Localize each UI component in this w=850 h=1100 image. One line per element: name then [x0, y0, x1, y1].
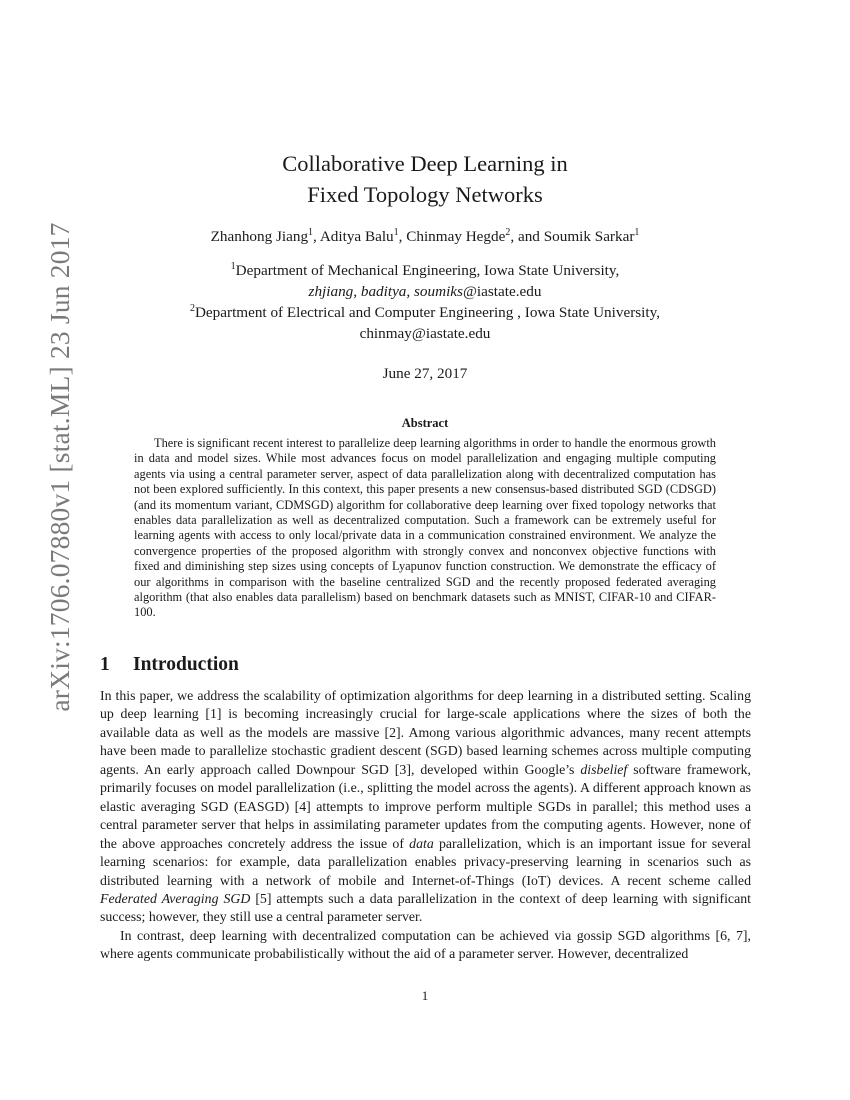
email-domain: @iastate.edu — [462, 283, 542, 300]
section-title: Introduction — [133, 654, 239, 675]
page-number: 1 — [421, 988, 429, 1003]
author-separator: , — [398, 228, 407, 245]
affiliation-1 — [100, 260, 750, 281]
abstract-text: There is significant recent interest to parallelize deep learning algorithms in order to handle the enormous growth in data and model sizes. While most advances focus on model parallelization and engaging multiple computing agents via using a central parameter server, aspect of data parallelization along with decentralized computation has not been explored sufficiently. In this context, this paper presents a new consensus-based distributed SGD (CDSGD) (and its momentum variant, CDMSGD) algorithm for collaborative deep learning over fixed topology networks that enables data parallelization as well as decentralized computation. Such a framework can be extremely useful for learning agents with access to only local/private data in a communication constrained environment. We analyze the convergence properties of the proposed algorithm with strongly convex and nonconvex objective functions with fixed and diminishing step sizes using concepts of Lyapunov function construction. We demonstrate the efficacy of our algorithms in comparison with the baseline centralized SGD and the recently proposed federated averaging algorithm (that also enables data parallelism) based on benchmark datasets such as MNIST, CIFAR-10 and CIFAR-100. — [134, 436, 716, 620]
affiliations — [100, 260, 750, 344]
author-separator: , — [313, 228, 320, 245]
author-name: Aditya Balu — [319, 228, 394, 245]
author-list — [100, 226, 750, 248]
affiliation-2-text: Department of Electrical and Computer Engineering , Iowa State University, — [194, 304, 661, 321]
emphasis-text: Federated Averaging SGD — [100, 890, 251, 906]
section-heading — [100, 654, 239, 676]
paper-title-line-2: Fixed Topology Networks — [307, 182, 543, 207]
arxiv-identifier-stamp: arXiv:1706.07880v1 [stat.ML] 23 Jun 2017 — [44, 222, 75, 712]
publication-date: June 27, 2017 — [382, 365, 468, 382]
paper-title — [100, 148, 750, 210]
affiliation-2 — [100, 302, 750, 323]
author-affiliation-mark: 1 — [393, 226, 399, 238]
paragraph-text: software framework, primarily focuses on model parallelization (i.e., splitting the model across the agents). A different approach known as elastic averaging SGD (EASGD) [4] attempts to improve perform multiple SGDs in parallel; this method uses a central parameter server that helps in assimilating parameter updates from the computing agents. However, none of the above approaches concretely address the issue of — [100, 761, 751, 851]
author-name: Zhanhong Jiang — [210, 228, 309, 245]
author-separator: , and — [510, 228, 544, 245]
author-affiliation-mark: 1 — [308, 226, 314, 238]
paragraph-text: parallelization, which is an important issue for several learning scenarios: for example, data parallelization enables privacy-preserving learning in scenarios such as distributed learning with a network of mobile and Internet-of-Things (IoT) devices. A recent scheme called — [100, 835, 751, 888]
affiliation-1-emails — [100, 281, 750, 302]
affiliation-mark: 1 — [230, 260, 236, 272]
affiliation-2-email: chinmay@iastate.edu — [359, 325, 491, 342]
introduction-body — [100, 687, 751, 964]
author-name: Chinmay Hegde — [406, 228, 506, 245]
affiliation-mark: 2 — [189, 302, 195, 314]
paper-title-line-1: Collaborative Deep Learning in — [282, 151, 568, 176]
email-usernames: zhjiang, baditya, soumiks — [308, 283, 463, 300]
paragraph: In contrast, deep learning with decentralized computation can be achieved via gossip SGD algorithms [6, 7], where agents communicate probabilistically without the aid of a parameter server. However, decentralized — [100, 927, 751, 962]
paragraph-text: [5] attempts such a data parallelization in the context of deep learning with significant success; however, they still use a central parameter server. — [100, 890, 751, 925]
affiliation-1-text: Department of Mechanical Engineering, Iowa State University, — [235, 262, 620, 279]
author-affiliation-mark: 2 — [505, 226, 511, 238]
section-number: 1 — [100, 654, 110, 675]
abstract-heading: Abstract — [401, 416, 449, 430]
paragraph-text: In this paper, we address the scalability of optimization algorithms for deep learning in a distributed setting. Scaling up deep learning [1] is becoming increasingly crucial for large-scale applications where the sizes of both the available data as well as the models are massive [2]. Among various algorithmic advances, many recent attempts have been made to parallelize stochastic gradient descent (SGD) based learning schemes across multiple computing agents. An early approach called Downpour SGD [3], developed within Google’s — [100, 688, 751, 777]
author-name: Soumik Sarkar — [543, 228, 635, 245]
author-affiliation-mark: 1 — [634, 226, 640, 238]
paragraph — [100, 687, 751, 927]
emphasis-text: data — [409, 835, 434, 851]
emphasis-text: disbelief — [580, 761, 628, 777]
